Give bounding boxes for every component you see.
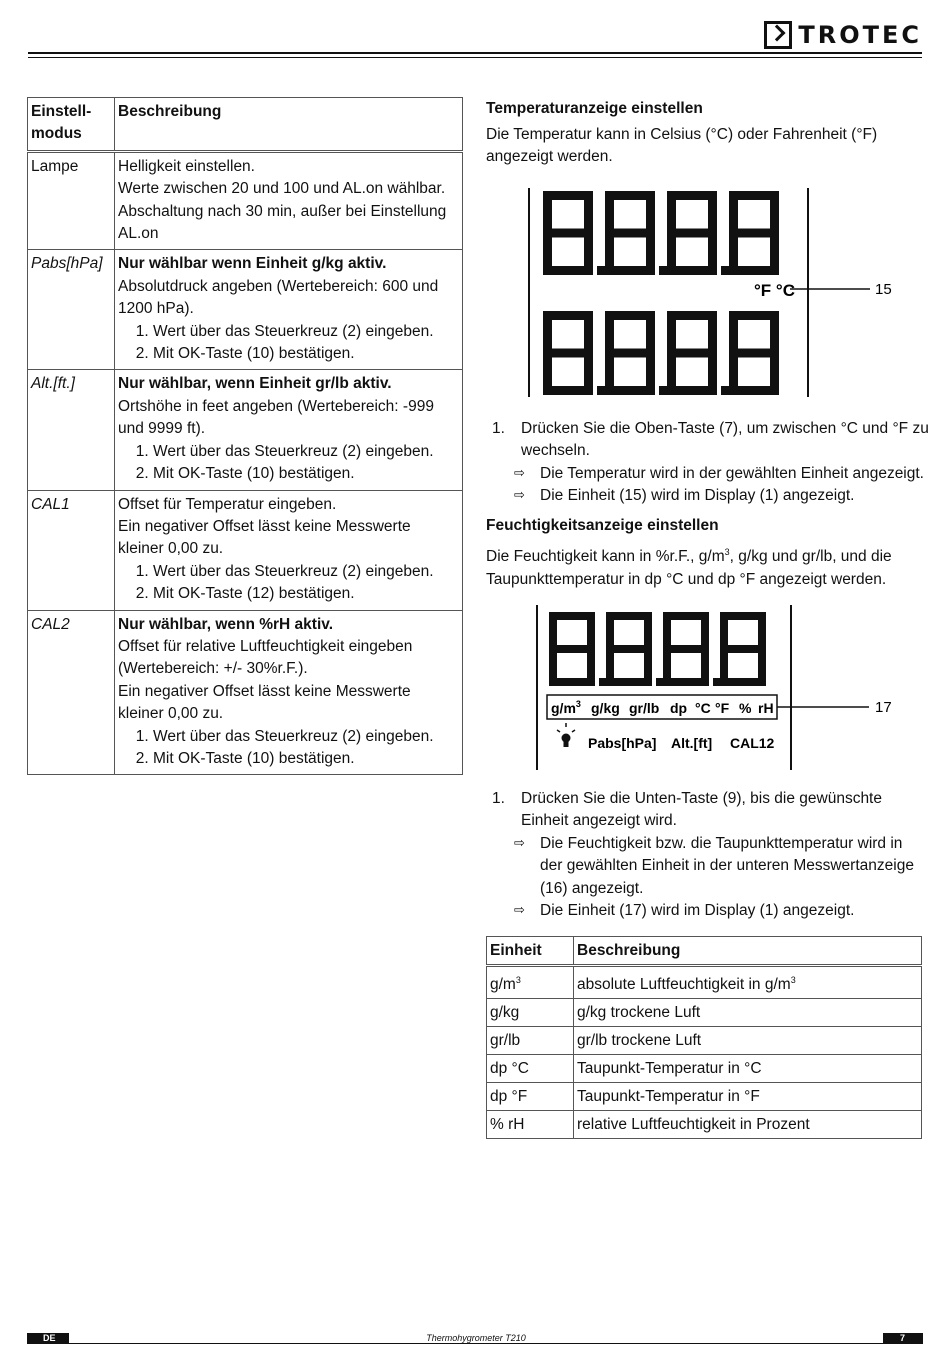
table-row <box>28 370 463 490</box>
table-row <box>28 151 463 250</box>
description-cell: gr/lb trockene Luft <box>574 1027 922 1055</box>
mode-cell: CAL2 <box>28 610 115 775</box>
trotec-logo <box>764 22 922 48</box>
result-arrow-icon: ⇨ <box>514 835 525 851</box>
table-row <box>487 1111 922 1139</box>
lcd-segment-gap <box>614 200 646 229</box>
lcd-segment <box>584 353 593 395</box>
table-header-row <box>28 98 463 152</box>
result-arrow-icon: ⇨ <box>514 488 525 504</box>
lcd-segment <box>708 353 717 395</box>
lcd-segment <box>543 353 552 395</box>
callout-number: 17 <box>875 699 892 716</box>
unit-cell: dp °C <box>487 1055 574 1083</box>
lcd-segment-gap <box>557 653 587 678</box>
lcd-segment <box>708 191 717 233</box>
mode-cell: Pabs[hPa] <box>28 250 115 370</box>
table-row <box>487 1083 922 1111</box>
unit-grlb: gr/lb <box>629 700 660 716</box>
lcd-decimal-point <box>597 266 606 275</box>
table-header-row <box>487 937 922 966</box>
lcd-segment-gap <box>676 358 708 387</box>
lcd-segment-gap <box>728 620 758 645</box>
description-cell: Nur wählbar, wenn %rH aktiv. Offset für relative Luftfeuchtigkeit eingeben (Wertebereich: +/- 30%r.F.). Ein negativer Offset lässt keine Messwerte kleiner 0,00 zu. 1. Wert über das Steuerkreuz (2) eingeben. 2. Mit OK-Taste (10) bestätigen. <box>115 610 463 775</box>
lcd-segment <box>605 233 614 275</box>
mode-cell: Alt.[ft.] <box>28 370 115 490</box>
lcd-decimal-point <box>597 386 606 395</box>
unit-gm3: $g/m^3$ <box>551 699 581 716</box>
lcd-segment-gap <box>552 358 584 387</box>
label-pabs: Pabs[hPa] <box>588 735 657 751</box>
unit-gkg: g/kg <box>591 700 620 716</box>
description-cell: Nur wählbar wenn Einheit g/kg aktiv. Absolutdruck angeben (Wertebereich: 600 und 1200 hPa). 1. Wert über das Steuerkreuz (2) eingeben. 2. Mit OK-Taste (10) bestätigen. <box>115 250 463 370</box>
lcd-segment-gap <box>552 200 584 229</box>
header-rule-thin <box>28 57 922 58</box>
unit-c: °C <box>695 700 711 716</box>
lcd-segment <box>667 311 676 353</box>
temp-text: Die Temperatur kann in Celsius (°C) oder Fahrenheit (°F) angezeigt werden. <box>486 126 878 166</box>
lcd-segment <box>646 191 655 233</box>
result-arrow-icon: ⇨ <box>514 903 525 919</box>
lcd-decimal-point <box>599 678 607 686</box>
description-cell: Offset für Temperatur eingeben. Ein negativer Offset lässt keine Messwerte kleiner 0,00 zu. 1. Wert über das Steuerkreuz (2) eingeben. 2. Mit OK-Taste (12) bestätigen. <box>115 490 463 610</box>
logo-chevron-icon <box>764 21 792 49</box>
lcd-segment-gap <box>614 238 646 267</box>
mode-cell: Lampe <box>28 151 115 250</box>
lcd-segment <box>646 233 655 275</box>
unit-percent: % <box>739 700 752 716</box>
temp-heading: Temperaturanzeige einstellen <box>486 100 703 117</box>
lcd-segment <box>667 233 676 275</box>
temp-result-2: ⇨ Die Einheit (15) wird im Display (1) angezeigt. <box>540 485 932 507</box>
lcd-segment-gap <box>671 653 701 678</box>
lcd-segment <box>663 612 671 649</box>
description-cell: g/kg trockene Luft <box>574 999 922 1027</box>
description-cell: absolute Luftfeuchtigkeit in $g/m^3$ <box>574 966 922 999</box>
table-row <box>487 1027 922 1055</box>
lcd-segment <box>644 649 652 686</box>
humidity-text: Die Feuchtigkeit kann in %r.F., $g/m^3$, g/kg und gr/lb, und die Taupunkttemperatur in dp °C und dp °F angezeigt werden. <box>486 547 892 588</box>
humidity-step-1: Drücken Sie die Unten-Taste (9), bis die gewünschte Einheit angezeigt wird. <box>521 790 882 830</box>
lcd-segment <box>605 353 614 395</box>
unit-cell: gr/lb <box>487 1027 574 1055</box>
lower-digits <box>543 311 779 395</box>
lcd-segment-gap <box>676 320 708 349</box>
humidity-heading: Feuchtigkeitsanzeige einstellen <box>486 517 719 534</box>
lcd-decimal-point <box>659 266 668 275</box>
lcd-segment-gap <box>552 320 584 349</box>
lcd-segment-gap <box>614 620 644 645</box>
lcd-segment <box>758 612 766 649</box>
lcd-segment <box>646 353 655 395</box>
description-cell: relative Luftfeuchtigkeit in Prozent <box>574 1111 922 1139</box>
lcd-segment-gap <box>676 200 708 229</box>
lcd-decimal-point <box>721 386 730 395</box>
lcd-segment-gap <box>738 320 770 349</box>
lcd-segment-gap <box>676 238 708 267</box>
mode-cell: CAL1 <box>28 490 115 610</box>
description-cell: Taupunkt-Temperatur in °C <box>574 1055 922 1083</box>
lcd-segment <box>584 233 593 275</box>
lcd-segment-gap <box>738 358 770 387</box>
lcd-segment-gap <box>671 620 701 645</box>
result-arrow-icon: ⇨ <box>514 465 525 481</box>
lcd-segment <box>729 191 738 233</box>
header-unit: Einheit <box>487 937 574 966</box>
description-cell: Helligkeit einstellen. Werte zwischen 20 und 100 und AL.on wählbar. Abschaltung nach 30 min, außer bei Einstellung AL.on <box>115 151 463 250</box>
callout-number: 15 <box>875 281 892 298</box>
lcd-segment-gap <box>738 200 770 229</box>
lcd-segment <box>770 191 779 233</box>
lcd-segment <box>605 311 614 353</box>
header-mode: Einstell- modus <box>28 98 115 152</box>
lcd-segment <box>729 353 738 395</box>
lcd-segment <box>667 353 676 395</box>
footer-product: Thermohygrometer T210 <box>69 1333 883 1344</box>
lcd-segment-gap <box>614 320 646 349</box>
table-row <box>28 490 463 610</box>
lcd-segment <box>729 311 738 353</box>
label-alt: Alt.[ft] <box>671 735 713 751</box>
lcd-segment <box>543 311 552 353</box>
unit-rh: rH <box>758 700 774 716</box>
lcd-decimal-point <box>659 386 668 395</box>
table-row <box>28 610 463 775</box>
humidity-result-1: ⇨ Die Feuchtigkeit bzw. die Taupunkttemperatur wird in der gewählten Einheit in der unteren Messwertanzeige (16) angezeigt. <box>514 834 914 897</box>
lamp-icon <box>557 723 575 747</box>
lcd-segment <box>644 612 652 649</box>
table-row <box>487 999 922 1027</box>
description-cell: Nur wählbar, wenn Einheit gr/lb aktiv. Ortshöhe in feet angeben (Wertebereich: -999 und 9999 ft). 1. Wert über das Steuerkreuz (2) eingeben. 2. Mit OK-Taste (10) bestätigen. <box>115 370 463 490</box>
unit-cell: dp °F <box>487 1083 574 1111</box>
lcd-segment <box>587 612 595 649</box>
lcd-segment <box>729 233 738 275</box>
lcd-segment <box>606 612 614 649</box>
lcd-segment <box>606 649 614 686</box>
lcd-segment <box>708 233 717 275</box>
upper-digits <box>543 191 779 275</box>
unit-table <box>486 936 922 1139</box>
lcd-segment <box>720 649 728 686</box>
lcd-segment <box>543 191 552 233</box>
temperature-display-figure <box>525 183 895 403</box>
lcd-segment-gap <box>738 238 770 267</box>
lcd-segment-gap <box>552 238 584 267</box>
lcd-segment <box>708 311 717 353</box>
lcd-segment <box>770 353 779 395</box>
unit-cell: % rH <box>487 1111 574 1139</box>
lcd-segment <box>701 612 709 649</box>
lcd-segment <box>720 612 728 649</box>
settings-mode-table <box>27 97 463 775</box>
lcd-segment <box>543 233 552 275</box>
lcd-segment <box>587 649 595 686</box>
lcd-decimal-point <box>713 678 721 686</box>
lcd-segment <box>584 191 593 233</box>
lcd-segment-gap <box>614 653 644 678</box>
unit-f: °F <box>715 700 730 716</box>
humidity-display-figure <box>532 600 902 775</box>
lcd-segment <box>701 649 709 686</box>
lcd-segment <box>549 612 557 649</box>
unit-dp: dp <box>670 700 688 716</box>
lcd-segment <box>667 191 676 233</box>
table-row <box>487 1055 922 1083</box>
lcd-segment-gap <box>557 620 587 645</box>
unit-labels <box>551 699 774 716</box>
humidity-steps: 1. Drücken Sie die Unten-Taste (9), bis die gewünschte Einheit angezeigt wird. ⇨ Die Feuchtigkeit bzw. die Taupunkttemperatur wird in der gewählten Einheit in der unteren Messwertanzeige (16) angezeigt. ⇨ Die Einheit (17) wird im Display (1) angezeigt. <box>492 788 922 922</box>
unit-cell: g/kg <box>487 999 574 1027</box>
humidity-digits <box>549 612 766 686</box>
table-row <box>28 250 463 370</box>
humidity-result-2: ⇨ Die Einheit (17) wird im Display (1) angezeigt. <box>540 900 922 922</box>
header-description: Beschreibung <box>115 98 463 152</box>
description-cell: Taupunkt-Temperatur in °F <box>574 1083 922 1111</box>
lcd-segment <box>770 233 779 275</box>
footer-page-number: 7 <box>899 1333 905 1343</box>
lcd-decimal-point <box>656 678 664 686</box>
page-footer <box>27 1333 923 1344</box>
lcd-segment <box>646 311 655 353</box>
lcd-segment <box>605 191 614 233</box>
temp-unit-label: °F °C <box>754 281 795 300</box>
label-cal12: CAL12 <box>730 735 775 751</box>
lcd-segment <box>549 649 557 686</box>
header-rule <box>28 52 922 54</box>
header-description: Beschreibung <box>574 937 922 966</box>
lcd-segment-gap <box>614 358 646 387</box>
lcd-decimal-point <box>721 266 730 275</box>
lcd-segment <box>758 649 766 686</box>
temp-result-1: ⇨ Die Temperatur wird in der gewählten Einheit angezeigt. <box>540 463 932 485</box>
table-row <box>487 966 922 999</box>
lcd-segment <box>770 311 779 353</box>
lcd-segment <box>663 649 671 686</box>
lcd-segment-gap <box>728 653 758 678</box>
footer-language: DE <box>43 1333 56 1343</box>
logo-text: TROTEC <box>798 21 922 49</box>
temp-step-1: Drücken Sie die Oben-Taste (7), um zwischen °C und °F zu wechseln. <box>521 420 929 460</box>
unit-cell: $g/m^3$ <box>487 966 574 999</box>
lcd-segment <box>584 311 593 353</box>
temp-steps: 1. Drücken Sie die Oben-Taste (7), um zwischen °C und °F zu wechseln. ⇨ Die Temperatur wird in der gewählten Einheit angezeigt. ⇨ Die Einheit (15) wird im Display (1) angezeigt. <box>492 418 932 508</box>
